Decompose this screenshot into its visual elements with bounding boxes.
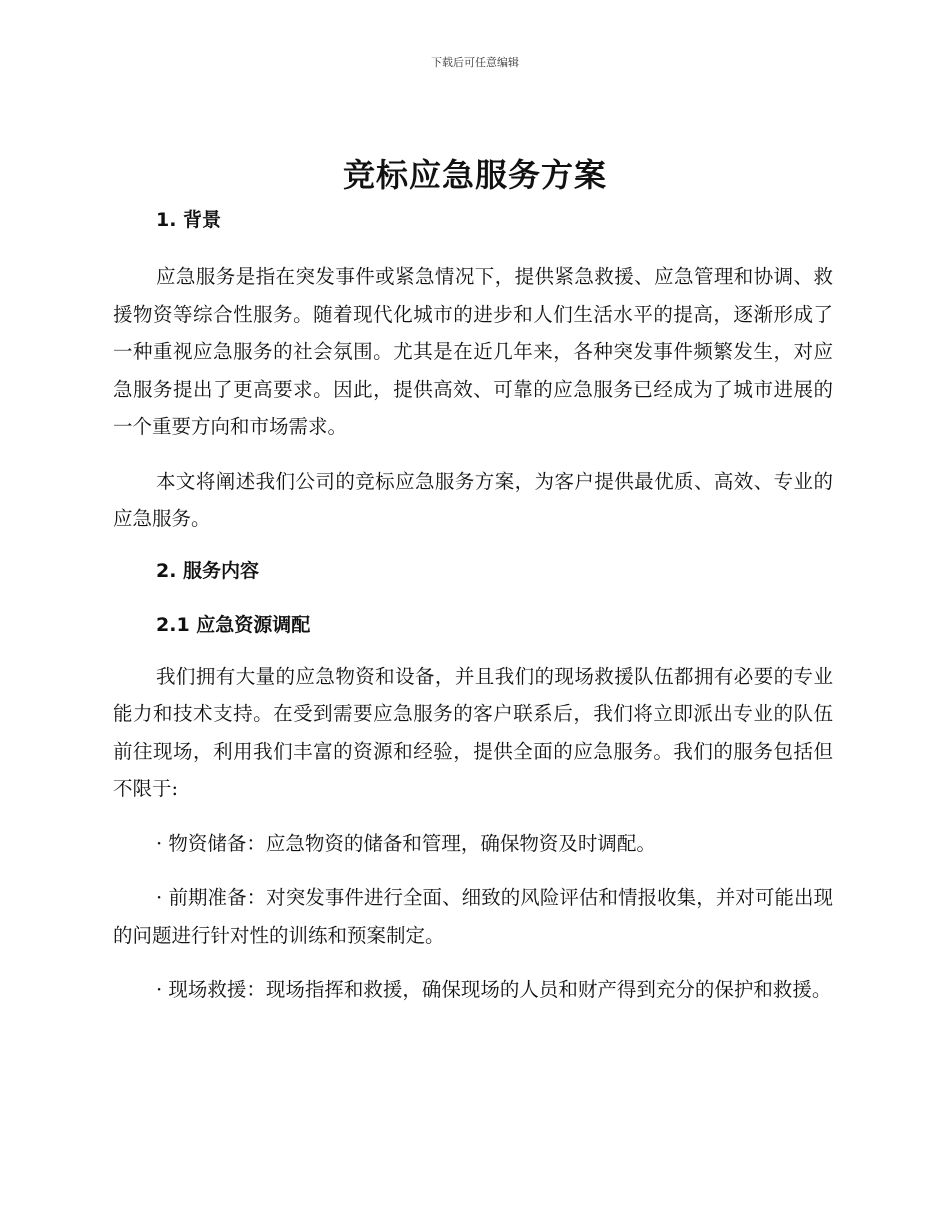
page-header: 下载后可任意编辑 bbox=[431, 56, 519, 69]
resource-paragraph: 我们拥有大量的应急物资和设备，并且我们的现场救援队伍都拥有必要的专业能力和技术支持。在受到需要应急服务的客户联系后，我们将立即派出专业的队伍前往现场，利用我们丰富的资源和经验，提供全面的应急服务。我们的服务包括但不限于: bbox=[113, 664, 833, 800]
list-item-supplies: · 物资储备：应急物资的储备和管理，确保物资及时调配。 bbox=[156, 831, 656, 855]
background-paragraph-1: 应急服务是指在突发事件或紧急情况下，提供紧急救援、应急管理和协调、救援物资等综合性服务。随着现代化城市的进步和人们生活水平的提高，逐渐形成了一种重视应急服务的社会氛围。尤其是在近几年来，各种突发事件频繁发生，对应急服务提出了更高要求。因此，提供高效、可靠的应急服务已经成为了城市进展的一个重要方向和市场需求。 bbox=[113, 265, 833, 438]
document-body bbox=[113, 202, 833, 1009]
list-item-preparation: · 前期准备：对突发事件进行全面、细致的风险评估和情报收集，并对可能出现的问题进行针对性的训练和预案制定。 bbox=[113, 886, 833, 947]
background-paragraph-2: 本文将阐述我们公司的竞标应急服务方案，为客户提供最优质、高效、专业的应急服务。 bbox=[113, 469, 833, 530]
section-heading-service: 2. 服务内容 bbox=[156, 559, 260, 582]
subsection-heading-resource: 2.1 应急资源调配 bbox=[156, 613, 311, 636]
list-item-rescue: · 现场救援：现场指挥和救援，确保现场的人员和财产得到充分的保护和救援。 bbox=[156, 978, 832, 1001]
section-heading-background: 1. 背景 bbox=[156, 209, 222, 231]
document-title: 竞标应急服务方案 bbox=[342, 156, 607, 194]
